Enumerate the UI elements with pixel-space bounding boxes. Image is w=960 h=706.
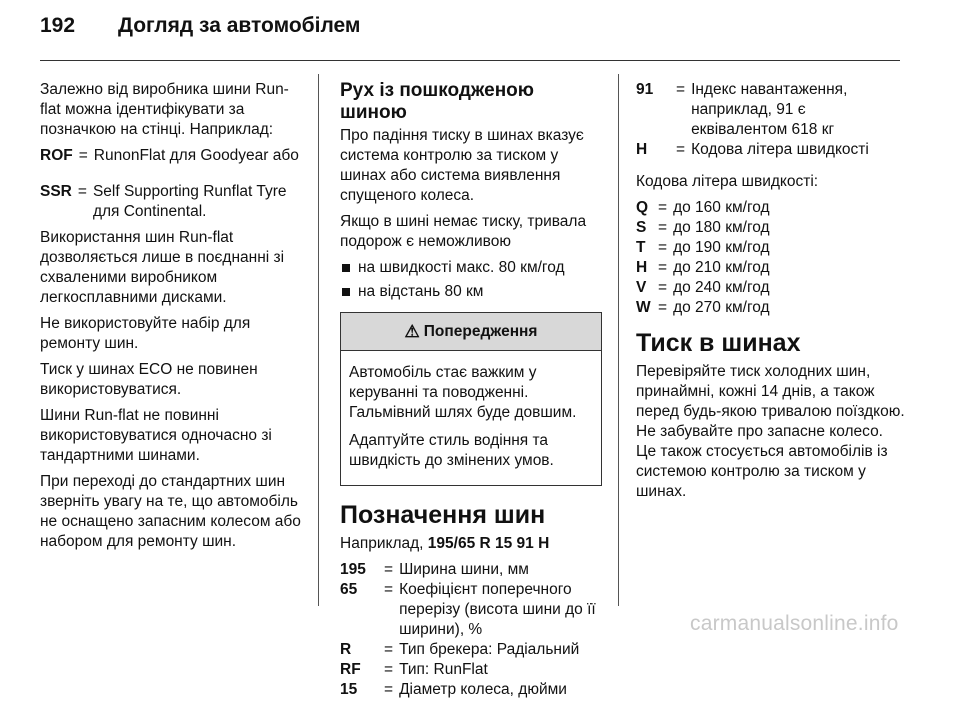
- paragraph: При переході до стандартних шин зверніть увагу на те, що автомобіль не оснащено запасним колесом або набором для ремонту шин.: [40, 473, 301, 550]
- example-label: Наприклад,: [340, 535, 424, 552]
- definition-key: 15: [340, 681, 358, 698]
- list-item: [340, 282, 602, 302]
- warning-text: Адаптуйте стиль водіння та швидкість до змінених умов.: [349, 432, 554, 469]
- speed-code-letter: T: [636, 239, 646, 256]
- speed-code-intro: Кодова літера швидкості:: [636, 173, 819, 190]
- bullet-square-icon: [342, 264, 350, 272]
- speed-code-letter: W: [636, 299, 651, 316]
- definition-equals: =: [658, 199, 668, 216]
- definition-item: [340, 640, 602, 660]
- list-item: [340, 258, 602, 278]
- warning-body: [341, 351, 601, 485]
- warning-text: Автомобіль стає важким у керуванні та поводженні. Гальмівний шлях буде довшим.: [349, 364, 577, 421]
- definition-item: [340, 580, 602, 640]
- speed-code-item: [636, 298, 906, 318]
- definition-key: 91: [636, 81, 654, 98]
- definition-equals: =: [384, 561, 394, 578]
- definition-item: [40, 146, 308, 166]
- speed-code-item: [636, 198, 906, 218]
- definition-equals: =: [384, 681, 394, 698]
- definition-value: Ширина шини, мм: [399, 561, 529, 578]
- definition-key: SSR: [40, 183, 72, 200]
- damaged-tyre-heading: Рух із пошкодженою шиною: [340, 80, 535, 123]
- definition-value: Діаметр колеса, дюйми: [399, 681, 567, 698]
- definition-value: RunonFlat для Goodyear або: [93, 147, 299, 164]
- paragraph: Не використовуйте набір для ремонту шин.: [40, 315, 251, 352]
- definition-value: Коефіцієнт поперечного перерізу (висота шини до її ширини), %: [399, 581, 596, 638]
- warning-box: [340, 312, 602, 486]
- designation-definitions: [340, 560, 602, 700]
- definition-value: Тип: RunFlat: [399, 661, 488, 678]
- column-3: [636, 80, 906, 508]
- definition-equals: =: [676, 141, 686, 158]
- speed-code-item: [636, 258, 906, 278]
- definition-item: [636, 140, 906, 160]
- paragraph: Про падіння тиску в шинах вказує система контролю за тиском у шинах або система виявлення спущеного колеса.: [340, 127, 584, 204]
- definition-equals: =: [676, 81, 686, 98]
- definition-equals: =: [384, 661, 394, 678]
- tyre-designation-heading: Позначення шин: [340, 501, 546, 529]
- column-divider-2: [618, 74, 619, 606]
- warning-triangle-icon: ⚠: [404, 321, 420, 341]
- speed-code-value: до 240 км/год: [673, 279, 770, 296]
- definition-value: Кодова літера швидкості: [691, 141, 869, 158]
- load-speed-definitions: [636, 80, 906, 160]
- definition-value: Тип брекера: Радіальний: [399, 641, 580, 658]
- speed-code-letter: V: [636, 279, 647, 296]
- definition-key: ROF: [40, 147, 73, 164]
- definition-key: R: [340, 641, 352, 658]
- page-number: 192: [40, 14, 76, 37]
- definition-equals: =: [658, 299, 668, 316]
- speed-code-letter: Q: [636, 199, 649, 216]
- definition-value: Self Supporting Runflat Tyre для Continental.: [92, 183, 287, 220]
- runflat-intro: Залежно від виробника шини Run-flat можна ідентифікувати за позначкою на стінці. Наприклад:: [40, 81, 289, 138]
- speed-code-item: [636, 218, 906, 238]
- header-divider: [40, 60, 900, 61]
- definition-equals: =: [78, 147, 88, 164]
- paragraph: Шини Run-flat не повинні використовуватися одночасно зі тандартними шинами.: [40, 407, 272, 464]
- example-value: 195/65 R 15 91 H: [427, 535, 550, 552]
- speed-code-list: [636, 198, 906, 318]
- definition-item: [636, 80, 906, 140]
- tyre-pressure-heading: Тиск в шинах: [636, 329, 801, 357]
- speed-code-value: до 160 км/год: [673, 199, 770, 216]
- definition-item: [340, 560, 602, 580]
- speed-code-item: [636, 238, 906, 258]
- speed-code-value: до 180 км/год: [673, 219, 770, 236]
- runflat-definitions: [40, 146, 308, 222]
- speed-code-item: [636, 278, 906, 298]
- definition-key: 195: [340, 561, 366, 578]
- column-2: [340, 80, 602, 706]
- definition-equals: =: [658, 259, 668, 276]
- watermark: carmanualsonline.info: [690, 612, 899, 635]
- page-title: Догляд за автомобілем: [118, 14, 361, 37]
- warning-title: Попередження: [423, 322, 538, 340]
- list-item-text: на швидкості макс. 80 км/год: [358, 259, 565, 276]
- definition-key: RF: [340, 661, 361, 678]
- speed-code-value: до 270 км/год: [673, 299, 770, 316]
- paragraph: Тиск у шинах ECO не повинен використовуватися.: [40, 361, 258, 398]
- definition-equals: =: [77, 183, 87, 200]
- paragraph: Використання шин Run-flat дозволяється лише в поєднанні зі схваленими виробником легкосплавними дисками.: [40, 229, 285, 306]
- definition-equals: =: [384, 641, 394, 658]
- definition-equals: =: [658, 279, 668, 296]
- bullet-square-icon: [342, 288, 350, 296]
- definition-item: [340, 660, 602, 680]
- definition-equals: =: [658, 239, 668, 256]
- list-item-text: на відстань 80 км: [358, 283, 484, 300]
- speed-code-value: до 210 км/год: [673, 259, 770, 276]
- speed-code-letter: S: [636, 219, 647, 236]
- speed-code-value: до 190 км/год: [673, 239, 770, 256]
- speed-code-letter: H: [636, 259, 648, 276]
- definition-item: [40, 182, 308, 222]
- paragraph: Якщо в шині немає тиску, тривала подорож є неможливою: [340, 213, 587, 250]
- definition-key: 65: [340, 581, 358, 598]
- definition-equals: =: [658, 219, 668, 236]
- definition-equals: =: [384, 581, 394, 598]
- page-header: [40, 14, 360, 48]
- tyre-pressure-text: Перевіряйте тиск холодних шин, принаймні, кожні 14 днів, а також перед будь-якою тривалою поїздкою. Не забувайте про запасне колесо. Це також стосується автомобілів із системою контролю за тиском у шинах.: [636, 363, 905, 500]
- column-1: [40, 80, 308, 558]
- definition-value: Індекс навантаження, наприклад, 91 є еквівалентом 618 кг: [691, 81, 848, 138]
- warning-header: [341, 313, 601, 351]
- example-line: [340, 534, 602, 554]
- definition-item: [340, 680, 602, 700]
- column-divider-1: [318, 74, 319, 606]
- definition-key: H: [636, 141, 648, 158]
